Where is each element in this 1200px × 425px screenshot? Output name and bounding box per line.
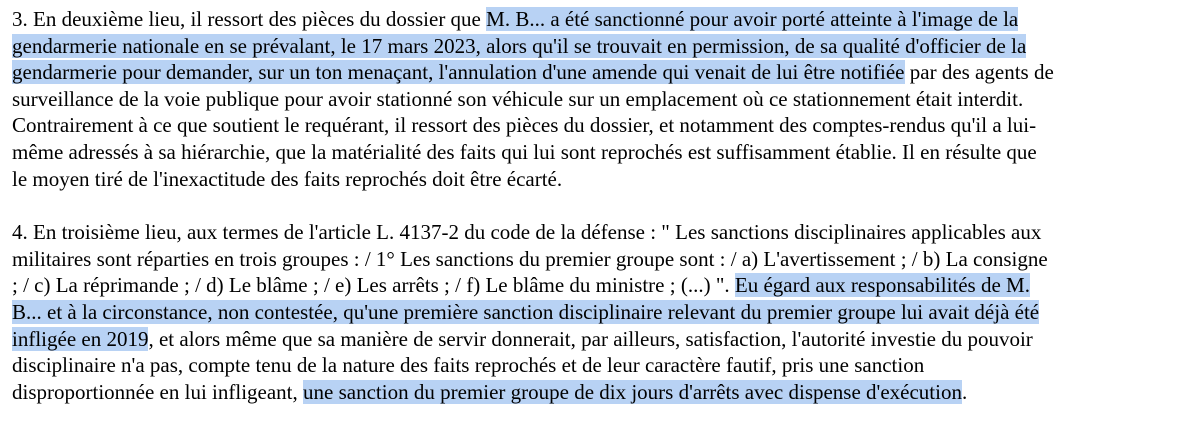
highlighted-text[interactable]: infligée en 2019 xyxy=(12,326,149,351)
text-run: même adressés à sa hiérarchie, que la matérialité des faits qui lui sont reprochés est suffisamment établie. Il en résulte que xyxy=(12,139,1037,164)
text-line xyxy=(12,299,1196,326)
text-run: disciplinaire n'a pas, compte tenu de la nature des faits reprochés et de leur caractère fautif, pris une sanction xyxy=(12,353,925,378)
text-run: surveillance de la voie publique pour avoir stationné son véhicule sur un emplacement où ce stationnement était interdit. xyxy=(12,86,1024,111)
text-run: par des agents de xyxy=(904,60,1054,85)
highlighted-text[interactable]: gendarmerie pour demander, sur un ton menaçant, l'annulation d'une amende qui venait de lui être notifiée xyxy=(12,60,905,85)
highlighted-text[interactable]: une sanction du premier groupe de dix jours d'arrêts avec dispense d'exécution xyxy=(303,379,962,404)
highlighted-text[interactable]: Eu égard aux responsabilités de M. xyxy=(734,273,1030,298)
text-run: ; / c) La réprimande ; / d) Le blâme ; / e) Les arrêts ; / f) Le blâme du ministre ; (...) ". xyxy=(12,273,735,298)
text-line xyxy=(12,6,1196,33)
text-line xyxy=(12,379,1196,406)
paragraph-spacer xyxy=(12,192,1196,219)
text-line xyxy=(12,166,1196,193)
document-body xyxy=(12,6,1196,405)
text-run: militaires sont réparties en trois groupes : / 1° Les sanctions du premier groupe sont : / a) L'avertissement ; / b) La consigne xyxy=(12,246,1048,271)
paragraph-4 xyxy=(12,219,1196,405)
text-line xyxy=(12,219,1196,246)
text-line xyxy=(12,112,1196,139)
text-run: . xyxy=(961,379,968,404)
text-line xyxy=(12,33,1196,60)
highlighted-text[interactable]: B... et à la circonstance, non contestée, qu'une première sanction disciplinaire relevant du premier groupe lui avait déjà été xyxy=(12,299,1040,324)
highlighted-text[interactable]: M. B... a été sanctionné pour avoir porté atteinte à l'image de la xyxy=(486,7,1019,31)
text-line xyxy=(12,326,1196,353)
text-run: 4. En troisième lieu, aux termes de l'article L. 4137-2 du code de la défense : " Les sanctions disciplinaires applicables aux xyxy=(12,220,1042,245)
text-run: Contrairement à ce que soutient le requérant, il ressort des pièces du dossier, et notamment des comptes-rendus qu'il a lui- xyxy=(12,113,1037,138)
text-run: , et alors même que sa manière de servir donnerait, par ailleurs, satisfaction, l'autorité investie du pouvoir xyxy=(148,326,1033,351)
paragraph-3 xyxy=(12,6,1196,192)
text-line xyxy=(12,59,1196,86)
text-run: disproportionnée en lui infligeant, xyxy=(12,379,304,404)
text-line xyxy=(12,272,1196,299)
text-run: 3. En deuxième lieu, il ressort des pièces du dossier que xyxy=(12,7,487,31)
text-run: le moyen tiré de l'inexactitude des faits reprochés doit être écarté. xyxy=(12,166,563,191)
text-line xyxy=(12,246,1196,273)
text-line xyxy=(12,352,1196,379)
highlighted-text[interactable]: gendarmerie nationale en se prévalant, le 17 mars 2023, alors qu'il se trouvait en permission, de sa qualité d'officier de la xyxy=(12,33,1027,58)
text-line xyxy=(12,86,1196,113)
text-line xyxy=(12,139,1196,166)
